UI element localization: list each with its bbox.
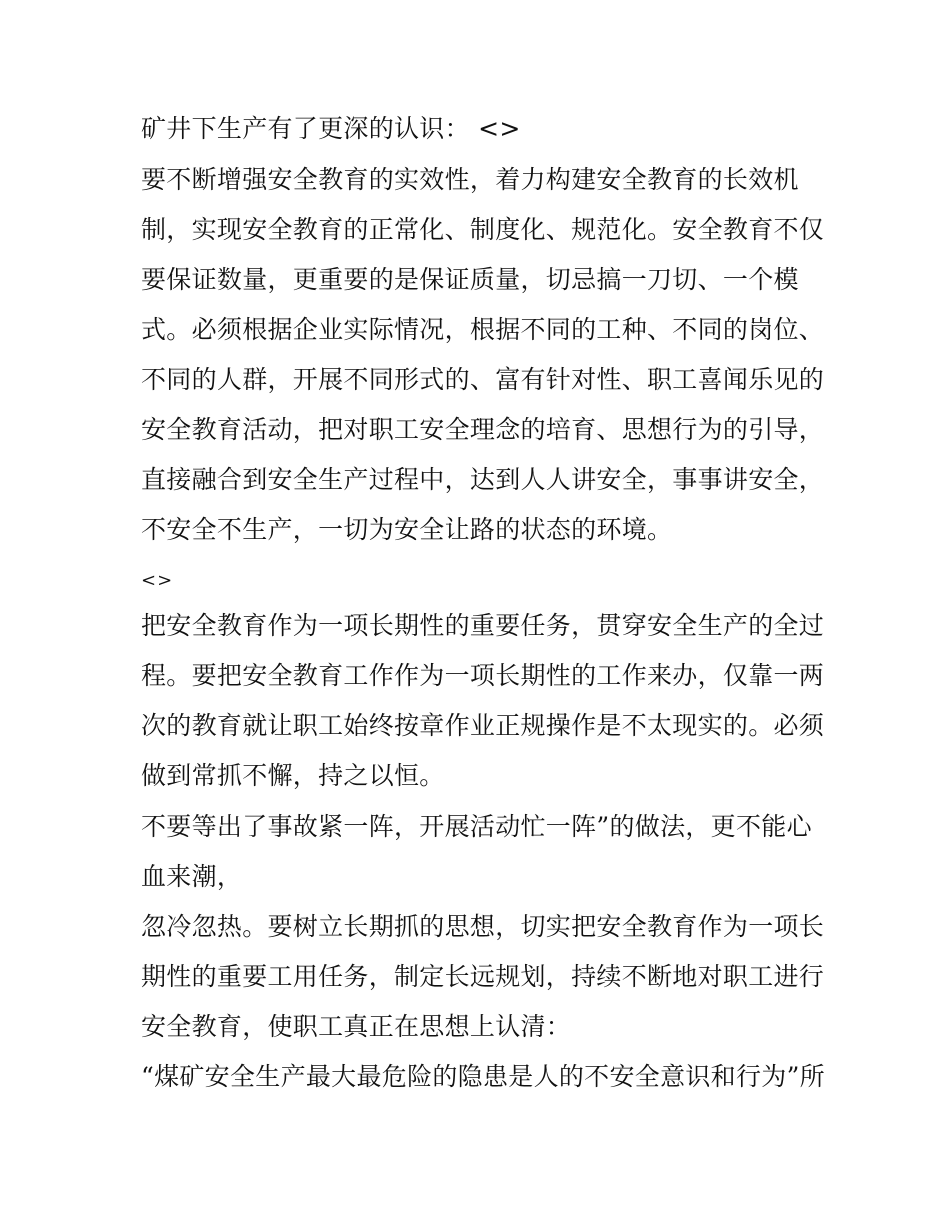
text-line-3: 制，实现安全教育的正常化、制度化、规范化。安全教育不仅	[141, 215, 825, 244]
text-line-6: 不同的人群，开展不同形式的、富有针对性、职工喜闻乐见的	[141, 365, 825, 394]
text-line-10: <>	[141, 570, 174, 591]
text-line-15: 不要等出了事故紧一阵，开展活动忙一阵”的做法，更不能心	[141, 812, 812, 841]
text-line-20: “煤矿安全生产最大最危险的隐患是人的不安全意识和行为”所	[141, 1062, 825, 1091]
text-line-19: 安全教育，使职工真正在思想上认清：	[141, 1012, 572, 1041]
text-line-12: 程。要把安全教育工作作为一项长期性的工作来办，仅靠一两	[141, 661, 825, 690]
text-line-14: 做到常抓不懈，持之以恒。	[141, 761, 445, 790]
text-line-5: 式。必须根据企业实际情况，根据不同的工种、不同的岗位、	[141, 315, 825, 344]
text-line-13: 次的教育就让职工始终按章作业正规操作是不太现实的。必须	[141, 711, 825, 740]
text-line-18: 期性的重要工用任务，制定长远规划，持续不断地对职工进行	[141, 962, 825, 991]
text-line-8: 直接融合到安全生产过程中，达到人人讲安全，事事讲安全，	[141, 465, 825, 494]
text-line-2: 要不断增强安全教育的实效性，着力构建安全教育的长效机	[141, 165, 799, 194]
text-line-11: 把安全教育作为一项长期性的重要任务，贯穿安全生产的全过	[141, 611, 825, 640]
text-line-1: 矿井下生产有了更深的认识： <>	[141, 114, 521, 143]
text-line-16: 血来潮，	[141, 862, 243, 891]
text-line-17: 忽冷忽热。要树立长期抓的思想，切实把安全教育作为一项长	[141, 912, 825, 941]
text-line-4: 要保证数量，更重要的是保证质量，切忌搞一刀切、一个模	[141, 265, 799, 294]
text-line-7: 安全教育活动，把对职工安全理念的培育、思想行为的引导，	[141, 415, 825, 444]
text-line-9: 不安全不生产，一切为安全让路的状态的环境。	[141, 515, 673, 544]
